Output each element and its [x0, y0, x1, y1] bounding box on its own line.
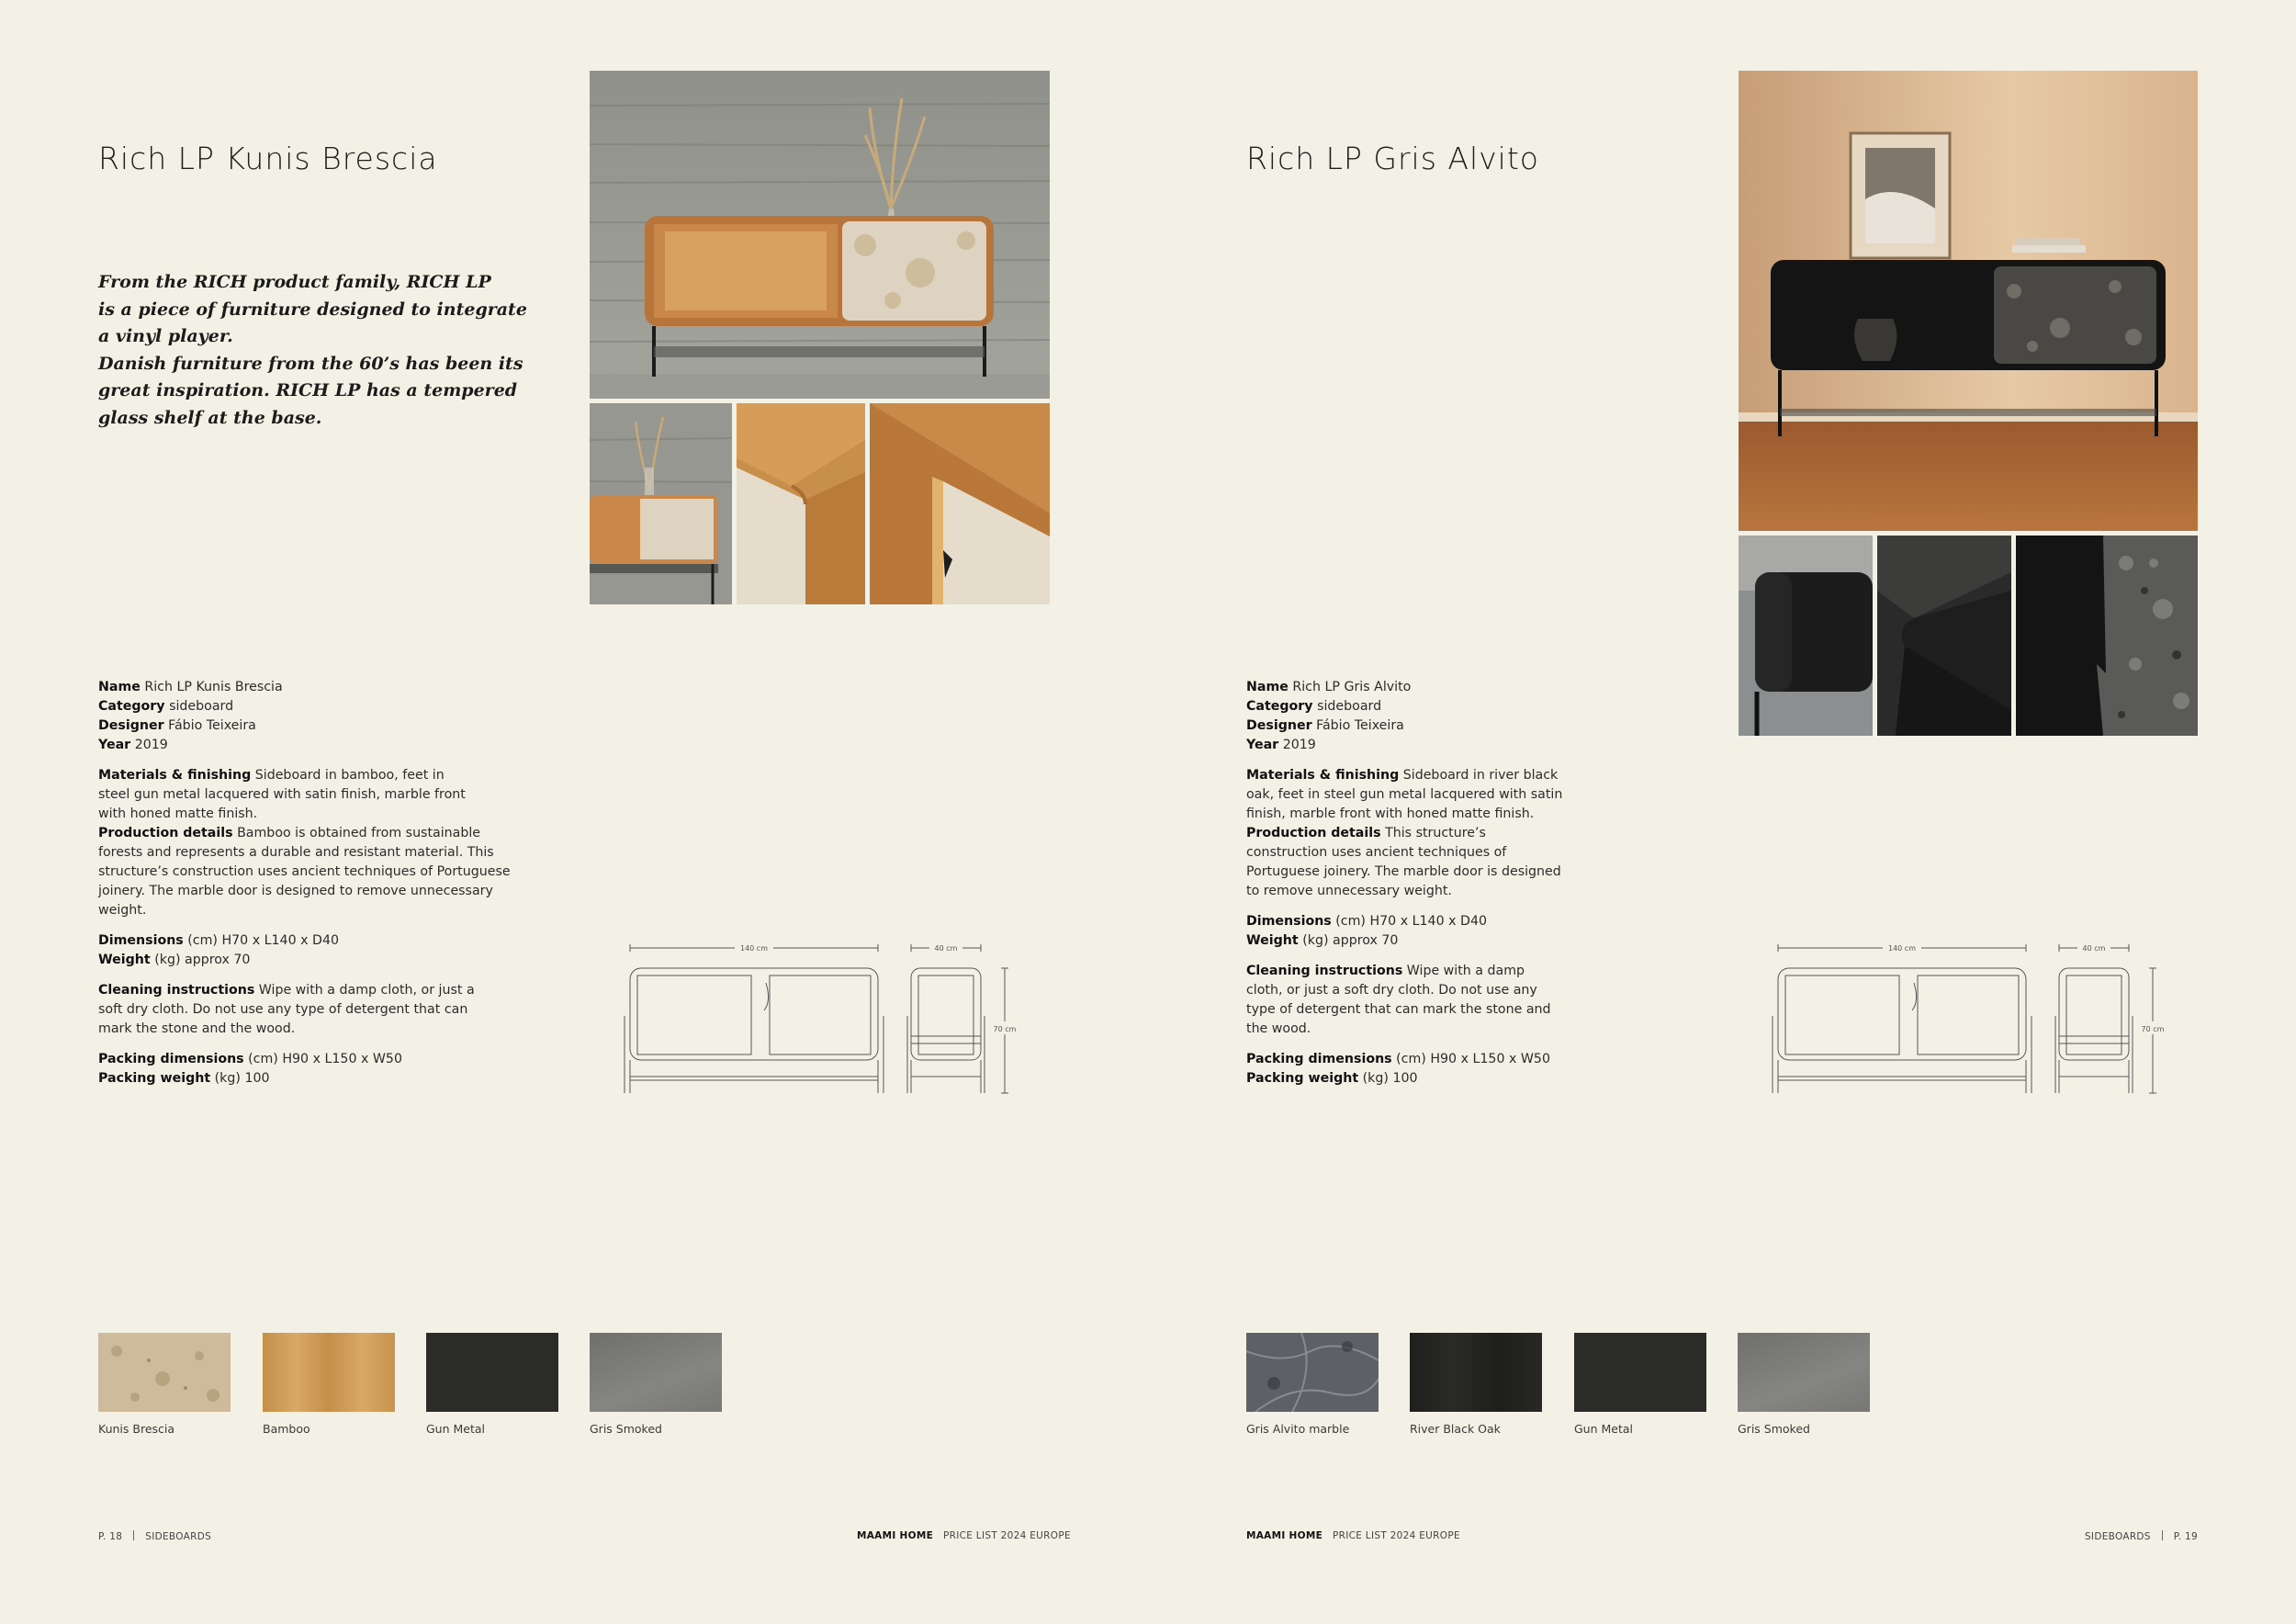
drawing-height-label: 70 cm [2141, 1025, 2165, 1033]
footer-page-section [98, 1530, 211, 1542]
spec-year: Year 2019 [1246, 738, 1316, 752]
product-photo-detail [1877, 536, 2011, 736]
intro-line: glass shelf at the base. [98, 407, 322, 428]
product-photo-main [590, 71, 1050, 399]
spec-materials: Materials & finishing Sideboard in river black oak, feet in steel gun metal lacquered with satin finish, marble front with honed matte finish. [1246, 768, 1563, 821]
finish-swatch-gris-smoked [590, 1333, 722, 1412]
product-intro [98, 269, 527, 432]
swatch-label: Bamboo [263, 1422, 310, 1436]
footer-section: SIDEBOARDS [145, 1531, 212, 1542]
finish-swatch-gris-alvito-marble [1246, 1333, 1379, 1412]
intro-line: Danish furniture from the 60’s has been its [98, 353, 523, 374]
product-photo-thumb [590, 403, 732, 604]
footer-price-list: PRICE LIST 2024 EUROPE [1332, 1530, 1460, 1541]
spec-dimensions-weight [98, 931, 557, 970]
footer-price-list: PRICE LIST 2024 EUROPE [942, 1530, 1071, 1541]
intro-line: a vinyl player. [98, 326, 233, 346]
spec-weight: Weight (kg) approx 70 [1246, 933, 1399, 948]
spec-packing-dimensions: Packing dimensions (cm) H90 x L150 x W50 [98, 1052, 402, 1066]
finish-swatch-river-black-oak [1410, 1333, 1542, 1412]
spec-materials: Materials & finishing Sideboard in bamboo, feet in steel gun metal lacquered with satin finish, marble front with honed matte finish. [98, 768, 466, 821]
spec-basic [1246, 678, 1705, 755]
finish-swatch-gris-smoked [1738, 1333, 1870, 1412]
finish-swatch-gun-metal [1574, 1333, 1706, 1412]
swatch-label: Gris Smoked [590, 1422, 662, 1436]
swatch-label: River Black Oak [1410, 1422, 1501, 1436]
spec-category: Category sideboard [1246, 699, 1382, 714]
drawing-width-label: 140 cm [1887, 944, 1917, 953]
spec-dimensions-weight [1246, 912, 1705, 951]
spec-materials-production [98, 766, 521, 920]
spec-year: Year 2019 [98, 738, 168, 752]
footer-page-section [2085, 1530, 2198, 1542]
product-photo-detail [870, 403, 1050, 604]
footer-page-number: P. 19 [2173, 1531, 2198, 1542]
drawing-height-label: 70 cm [993, 1025, 1017, 1033]
drawing-depth-label: 40 cm [2082, 944, 2106, 953]
spec-packing [98, 1050, 557, 1088]
spec-production: Production details This structure’s construction uses ancient techniques of Portuguese joinery. The marble door is designed to remove unnecessary weight. [1246, 826, 1561, 898]
footer-page-number: P. 18 [98, 1531, 123, 1542]
footer-brand [857, 1530, 1071, 1541]
finish-swatch-gun-metal [426, 1333, 558, 1412]
spec-packing-weight: Packing weight (kg) 100 [98, 1071, 270, 1086]
swatch-label: Gris Smoked [1738, 1422, 1810, 1436]
product-title: Rich LP Kunis Brescia [98, 141, 438, 176]
intro-line: is a piece of furniture designed to integrate [98, 299, 527, 320]
spec-packing-dimensions: Packing dimensions (cm) H90 x L150 x W50 [1246, 1052, 1550, 1066]
swatch-label: Gun Metal [426, 1422, 486, 1436]
product-photo-detail [1739, 536, 1873, 736]
footer-brand [1246, 1530, 1460, 1541]
product-specs [98, 678, 557, 1100]
product-photo-detail [2016, 536, 2198, 736]
spec-designer: Designer Fábio Teixeira [1246, 718, 1404, 733]
footer-brand-name: MAAMI HOME [857, 1530, 934, 1541]
spec-weight: Weight (kg) approx 70 [98, 953, 251, 967]
spec-materials-production [1246, 766, 1563, 901]
spec-category: Category sideboard [98, 699, 234, 714]
intro-line: From the RICH product family, RICH LP [98, 272, 491, 292]
spec-designer: Designer Fábio Teixeira [98, 718, 256, 733]
technical-drawing [1763, 937, 2177, 1098]
footer-section: SIDEBOARDS [2084, 1531, 2151, 1542]
swatch-label: Gun Metal [1574, 1422, 1634, 1436]
footer-brand-name: MAAMI HOME [1246, 1530, 1323, 1541]
swatch-label: Kunis Brescia [98, 1422, 175, 1436]
spec-dimensions: Dimensions (cm) H70 x L140 x D40 [98, 933, 339, 948]
swatch-label: Gris Alvito marble [1246, 1422, 1350, 1436]
intro-line: great inspiration. RICH LP has a tempered [98, 380, 518, 400]
spec-name: Name Rich LP Gris Alvito [1246, 680, 1412, 694]
technical-drawing [615, 937, 1029, 1098]
spec-basic [98, 678, 557, 755]
drawing-depth-label: 40 cm [934, 944, 958, 953]
product-specs [1246, 678, 1705, 1100]
spec-dimensions: Dimensions (cm) H70 x L140 x D40 [1246, 914, 1487, 929]
spec-packing-weight: Packing weight (kg) 100 [1246, 1071, 1418, 1086]
product-photo-main [1739, 71, 2198, 531]
finish-swatch-bamboo [263, 1333, 395, 1412]
product-photo-detail [737, 403, 865, 604]
product-title: Rich LP Gris Alvito [1246, 141, 1539, 176]
spec-name: Name Rich LP Kunis Brescia [98, 680, 283, 694]
spec-cleaning: Cleaning instructions Wipe with a damp cloth, or just a soft dry cloth. Do not use any type of detergent that can mark the stone and the wood. [98, 983, 475, 1036]
spec-packing [1246, 1050, 1705, 1088]
spec-cleaning: Cleaning instructions Wipe with a damp cloth, or just a soft dry cloth. Do not use any type of detergent that can mark the stone and the wood. [1246, 964, 1551, 1036]
finish-swatch-kunis-brescia [98, 1333, 231, 1412]
spec-production: Production details Bamboo is obtained from sustainable forests and represents a durable and resistant material. This structure’s construction uses ancient techniques of Portuguese joinery. The marble door is designed to remove unnecessary weight. [98, 826, 511, 918]
drawing-width-label: 140 cm [739, 944, 769, 953]
